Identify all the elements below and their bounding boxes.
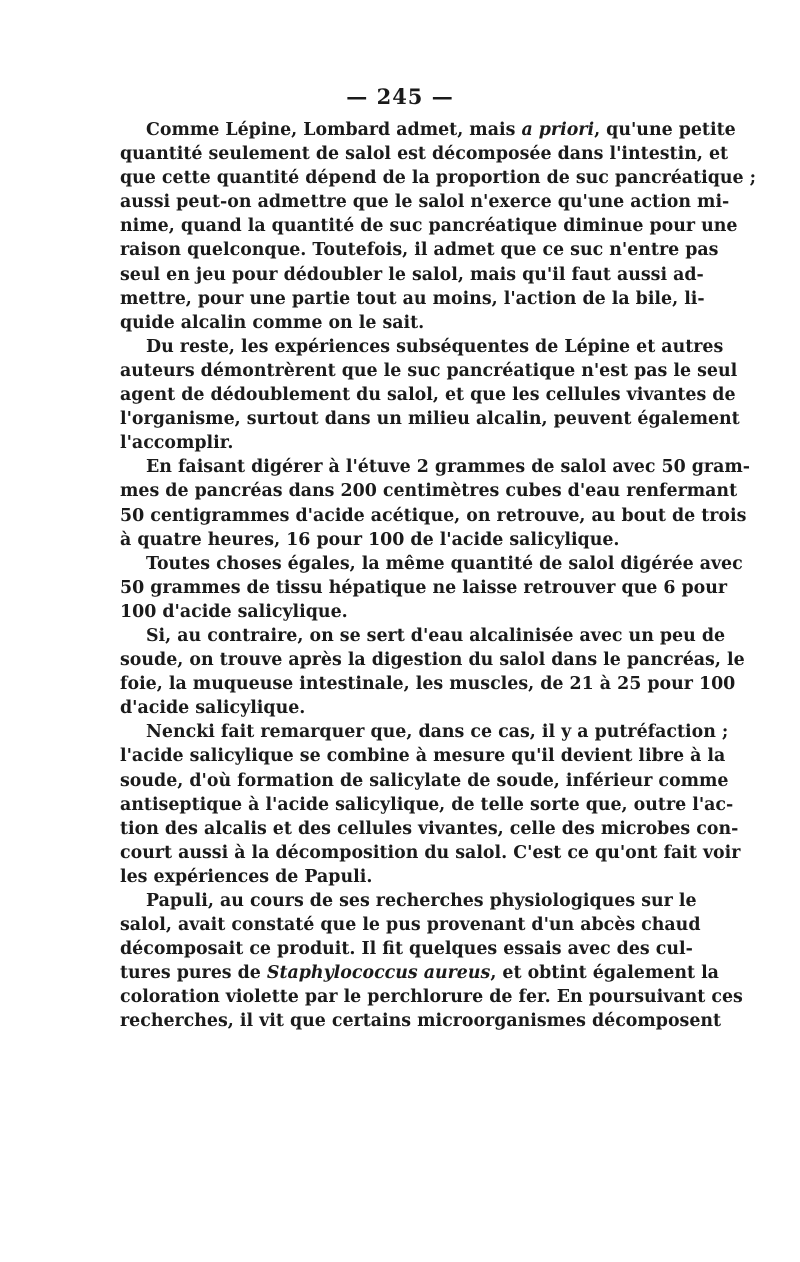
text-line: recherches, il vit que certains microorganismes décomposent: [120, 1011, 722, 1032]
text-line: Toutes choses égales, la même quantité de salol digérée avec: [146, 553, 743, 574]
text-line: foie, la muqueuse intestinale, les muscles, de 21 à 25 pour 100: [120, 674, 736, 695]
text-line: décomposait ce produit. Il fit quelques essais avec des cul-: [120, 939, 693, 960]
text-line: aussi peut-on admettre que le salol n'exerce qu'une action mi-: [120, 192, 730, 213]
text-line: court aussi à la décomposition du salol. C'est ce qu'ont fait voir: [120, 842, 741, 863]
text-line: que cette quantité dépend de la proportion de suc pancréatique ;: [120, 168, 757, 189]
text-line: l'acide salicylique se combine à mesure qu'il devient libre à la: [120, 746, 726, 767]
text-line: l'accomplir.: [120, 433, 234, 454]
text-line: quide alcalin comme on le sait.: [120, 312, 425, 333]
text-line: mes de pancréas dans 200 centimètres cubes d'eau renfermant: [120, 481, 738, 502]
text-line: les expériences de Papuli.: [120, 866, 373, 887]
page-number: — 245 —: [346, 84, 454, 109]
text-line: Nencki fait remarquer que, dans ce cas, il y a putréfaction ;: [146, 722, 729, 743]
text-line: d'acide salicylique.: [120, 698, 306, 719]
italic-phrase: a priori: [521, 120, 595, 140]
text-line: à quatre heures, 16 pour 100 de l'acide salicylique.: [120, 529, 620, 550]
body-text: [120, 118, 757, 1034]
text-line: Si, au contraire, on se sert d'eau alcalinisée avec un peu de: [146, 625, 726, 646]
text-line: agent de dédoublement du salol, et que les cellules vivantes de: [120, 385, 736, 406]
text-line: 50 centigrammes d'acide acétique, on retrouve, au bout de trois: [120, 505, 747, 526]
text-line: mettre, pour une partie tout au moins, l'action de la bile, li-: [120, 288, 705, 309]
text-line: En faisant digérer à l'étuve 2 grammes de salol avec 50 gram-: [146, 457, 750, 478]
text-line: quantité seulement de salol est décomposée dans l'intestin, et: [120, 144, 729, 165]
text-line: antiseptique à l'acide salicylique, de telle sorte que, outre l'ac-: [120, 794, 734, 815]
text-line: soude, d'où formation de salicylate de soude, inférieur comme: [120, 770, 729, 791]
text-line: raison quelconque. Toutefois, il admet que ce suc n'entre pas: [120, 240, 719, 261]
italic-phrase: Staphylococcus aureus: [266, 963, 491, 984]
text-line: seul en jeu pour dédoubler le salol, mais qu'il faut aussi ad-: [120, 264, 704, 285]
text-line: salol, avait constaté que le pus provenant d'un abcès chaud: [120, 915, 701, 936]
text-line: tures pures de Staphylococcus aureus, et obtint également la: [120, 963, 719, 984]
text-line: Du reste, les expériences subséquentes de Lépine et autres: [146, 336, 724, 357]
text-line: 100 d'acide salicylique.: [120, 601, 348, 622]
text-line: tion des alcalis et des cellules vivantes, celle des microbes con-: [120, 818, 739, 839]
text-line: soude, on trouve après la digestion du salol dans le pancréas, le: [120, 650, 745, 671]
text-line: l'organisme, surtout dans un milieu alcalin, peuvent également: [120, 409, 740, 430]
text-line: coloration violette par le perchlorure de fer. En poursuivant ces: [120, 987, 743, 1008]
text-line: nime, quand la quantité de suc pancréatique diminue pour une: [120, 216, 738, 237]
text-line: 50 grammes de tissu hépatique ne laisse retrouver que 6 pour: [120, 577, 728, 598]
text-line: Comme Lépine, Lombard admet, mais a priori, qu'une petite: [146, 120, 736, 140]
text-line: auteurs démontrèrent que le suc pancréatique n'est pas le seul: [120, 360, 738, 381]
text-line: Papuli, au cours de ses recherches physiologiques sur le: [146, 891, 697, 911]
